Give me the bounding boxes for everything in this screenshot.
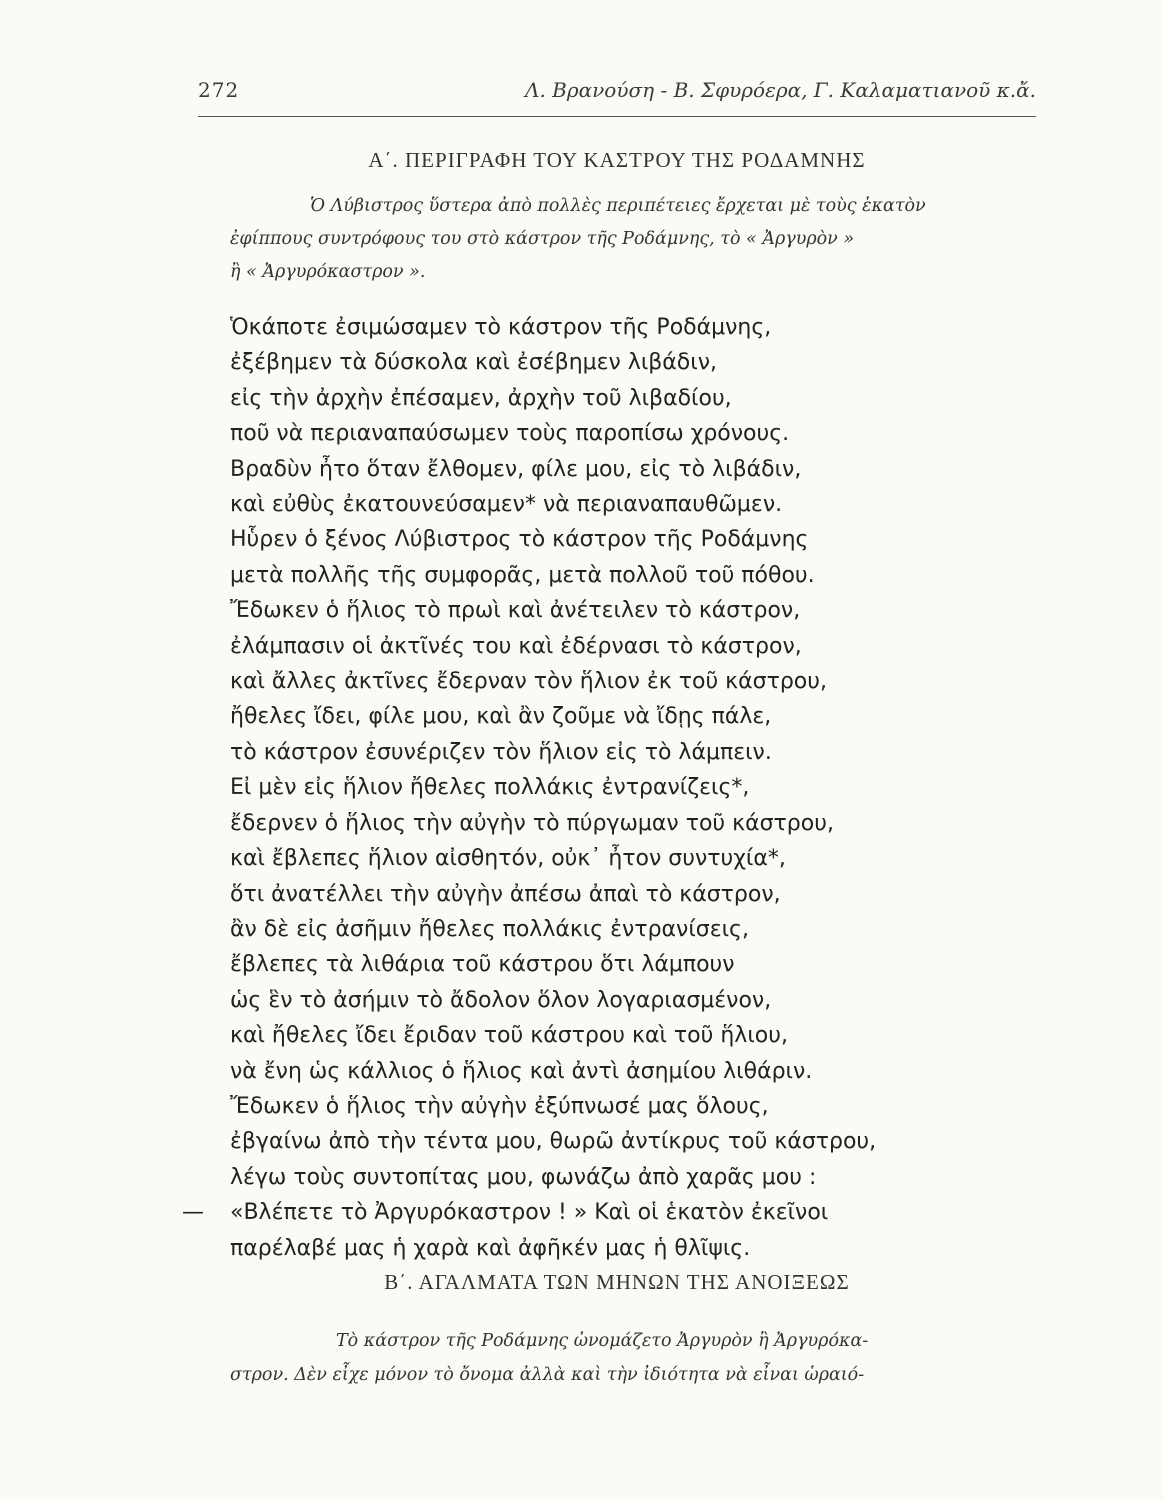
poem-line: ἐβγαίνω ἀπὸ τὴν τέντα μου, θωρῶ ἀντίκρυς τοῦ κάστρου, (230, 1129, 877, 1155)
text-line: στρον. Δὲν εἶχε μόνον τὸ ὄνομα ἀλλὰ καὶ τὴν ἰδιότητα νὰ εἶναι ὡραιό- (230, 1365, 865, 1385)
section-a-intro (230, 190, 1038, 289)
poem-line: μετὰ πολλῆς τῆς συμφορᾶς, μετὰ πολλοῦ τοῦ πόθου. (230, 562, 815, 588)
poem-line: καὶ εὐθὺς ἐκατουνεύσαμεν* νὰ περιαναπαυθῶμεν. (230, 492, 783, 518)
section-b-text (230, 1324, 1038, 1392)
poem-line: εἰς τὴν ἀρχὴν ἐπέσαμεν, ἀρχὴν τοῦ λιβαδίου, (230, 385, 732, 411)
poem-line: λέγω τοὺς συντοπίτας μου, φωνάζω ἀπὸ χαρᾶς μου : (230, 1164, 817, 1190)
poem-line: ἔδερνεν ὁ ἥλιος τὴν αὐγὴν τὸ πύργωμαν τοῦ κάστρου, (230, 810, 834, 836)
running-header (198, 78, 1036, 112)
poem-line-dialogue (182, 1195, 1020, 1230)
page-number: 272 (198, 78, 240, 102)
header-rule (198, 116, 1036, 117)
poem-line: ἐξέβημεν τὰ δύσκολα καὶ ἐσέβημεν λιβάδιν, (230, 350, 717, 376)
poem-line: νὰ ἔνη ὡς κάλλιος ὁ ἥλιος καὶ ἀντὶ ἀσημίου λιθάριν. (230, 1058, 813, 1084)
poem-line-text: «Βλέπετε τὸ Ἀργυρόκαστρον ! » Καὶ οἱ ἑκατὸν ἐκεῖνοι (230, 1200, 829, 1226)
poem-line: ἂν δὲ εἰς ἀσῆμιν ἤθελες πολλάκις ἐντρανίσεις, (230, 916, 749, 942)
section-b-title: Β΄. ΑΓΑΛΜΑΤΑ ΤΩΝ ΜΗΝΩΝ ΤΗΣ ΑΝΟΙΞΕΩΣ (384, 1270, 850, 1294)
poem-line: ὅτι ἀνατέλλει τὴν αὐγὴν ἀπέσω ἀπαὶ τὸ κάστρον, (230, 881, 781, 907)
poem-line: Ἔδωκεν ὁ ἥλιος τὴν αὐγὴν ἐξύπνωσέ μας ὅλους, (230, 1093, 769, 1119)
poem-line: παρέλαβέ μας ἡ χαρὰ καὶ ἀφῆκέν μας ἡ θλῖψις. (230, 1235, 751, 1261)
text-line: Τὸ κάστρον τῆς Ροδάμνης ὠνομάζετο Ἀργυρὸν ἢ Ἀργυρόκα- (336, 1331, 869, 1351)
poem (182, 310, 1020, 1266)
poem-line: ὡς ἓν τὸ ἀσήμιν τὸ ἄδολον ὅλον λογαριασμένον, (230, 987, 772, 1013)
dialogue-dash: — (182, 1200, 204, 1226)
intro-line: ἢ « Ἀργυρόκαστρον ». (230, 262, 426, 282)
poem-line: Ἔδωκεν ὁ ἥλιος τὸ πρωὶ καὶ ἀνέτειλεν τὸ κάστρον, (230, 598, 801, 624)
poem-line: ἤθελες ἴδει, φίλε μου, καὶ ἂν ζοῦμε νὰ ἴδῃς πάλε, (230, 704, 772, 730)
poem-line: καὶ ἤθελες ἴδει ἔριδαν τοῦ κάστρου καὶ τοῦ ἥλιου, (230, 1023, 788, 1049)
poem-line: Εἰ μὲν εἰς ἥλιον ἤθελες πολλάκις ἐντρανίζεις*, (230, 775, 750, 801)
poem-line: ποῦ νὰ περιαναπαύσωμεν τοὺς παροπίσω χρόνους. (230, 421, 790, 447)
running-header-authors: Λ. Βρανούση - Β. Σφυρόερα, Γ. Καλαματιανοῦ κ.ἄ. (525, 78, 1036, 102)
poem-line: καὶ ἄλλες ἀκτῖνες ἔδερναν τὸν ἥλιον ἐκ τοῦ κάστρου, (230, 669, 827, 695)
poem-line: ἔβλεπες τὰ λιθάρια τοῦ κάστρου ὅτι λάμπουν (230, 952, 735, 978)
poem-line: Ηὗρεν ὁ ξένος Λύβιστρος τὸ κάστρον τῆς Ροδάμνης (230, 527, 809, 553)
poem-line: Ὁκάποτε ἐσιμώσαμεν τὸ κάστρον τῆς Ροδάμνης, (230, 315, 772, 340)
poem-line: Βραδὺν ἦτο ὅταν ἔλθομεν, φίλε μου, εἰς τὸ λιβάδιν, (230, 456, 802, 482)
section-a-title: Α΄. ΠΕΡΙΓΡΑΦΗ ΤΟΥ ΚΑΣΤΡΟΥ ΤΗΣ ΡΟΔΑΜΝΗΣ (368, 148, 866, 172)
intro-line: ἐφίππους συντρόφους του στὸ κάστρον τῆς Ροδάμνης, τὸ « Ἀργυρὸν » (230, 229, 855, 249)
intro-line: Ὁ Λύβιστρος ὕστερα ἀπὸ πολλὲς περιπέτειες ἔρχεται μὲ τοὺς ἑκατὸν (310, 196, 926, 216)
poem-line: ἐλάμπασιν οἱ ἀκτῖνές του καὶ ἐδέρνασι τὸ κάστρον, (230, 633, 802, 659)
poem-line: καὶ ἔβλεπες ἥλιον αἰσθητόν, οὐκ᾽ ἦτον συντυχία*, (230, 846, 786, 872)
poem-line: τὸ κάστρον ἐσυνέριζεν τὸν ἥλιον εἰς τὸ λάμπειν. (230, 739, 772, 765)
